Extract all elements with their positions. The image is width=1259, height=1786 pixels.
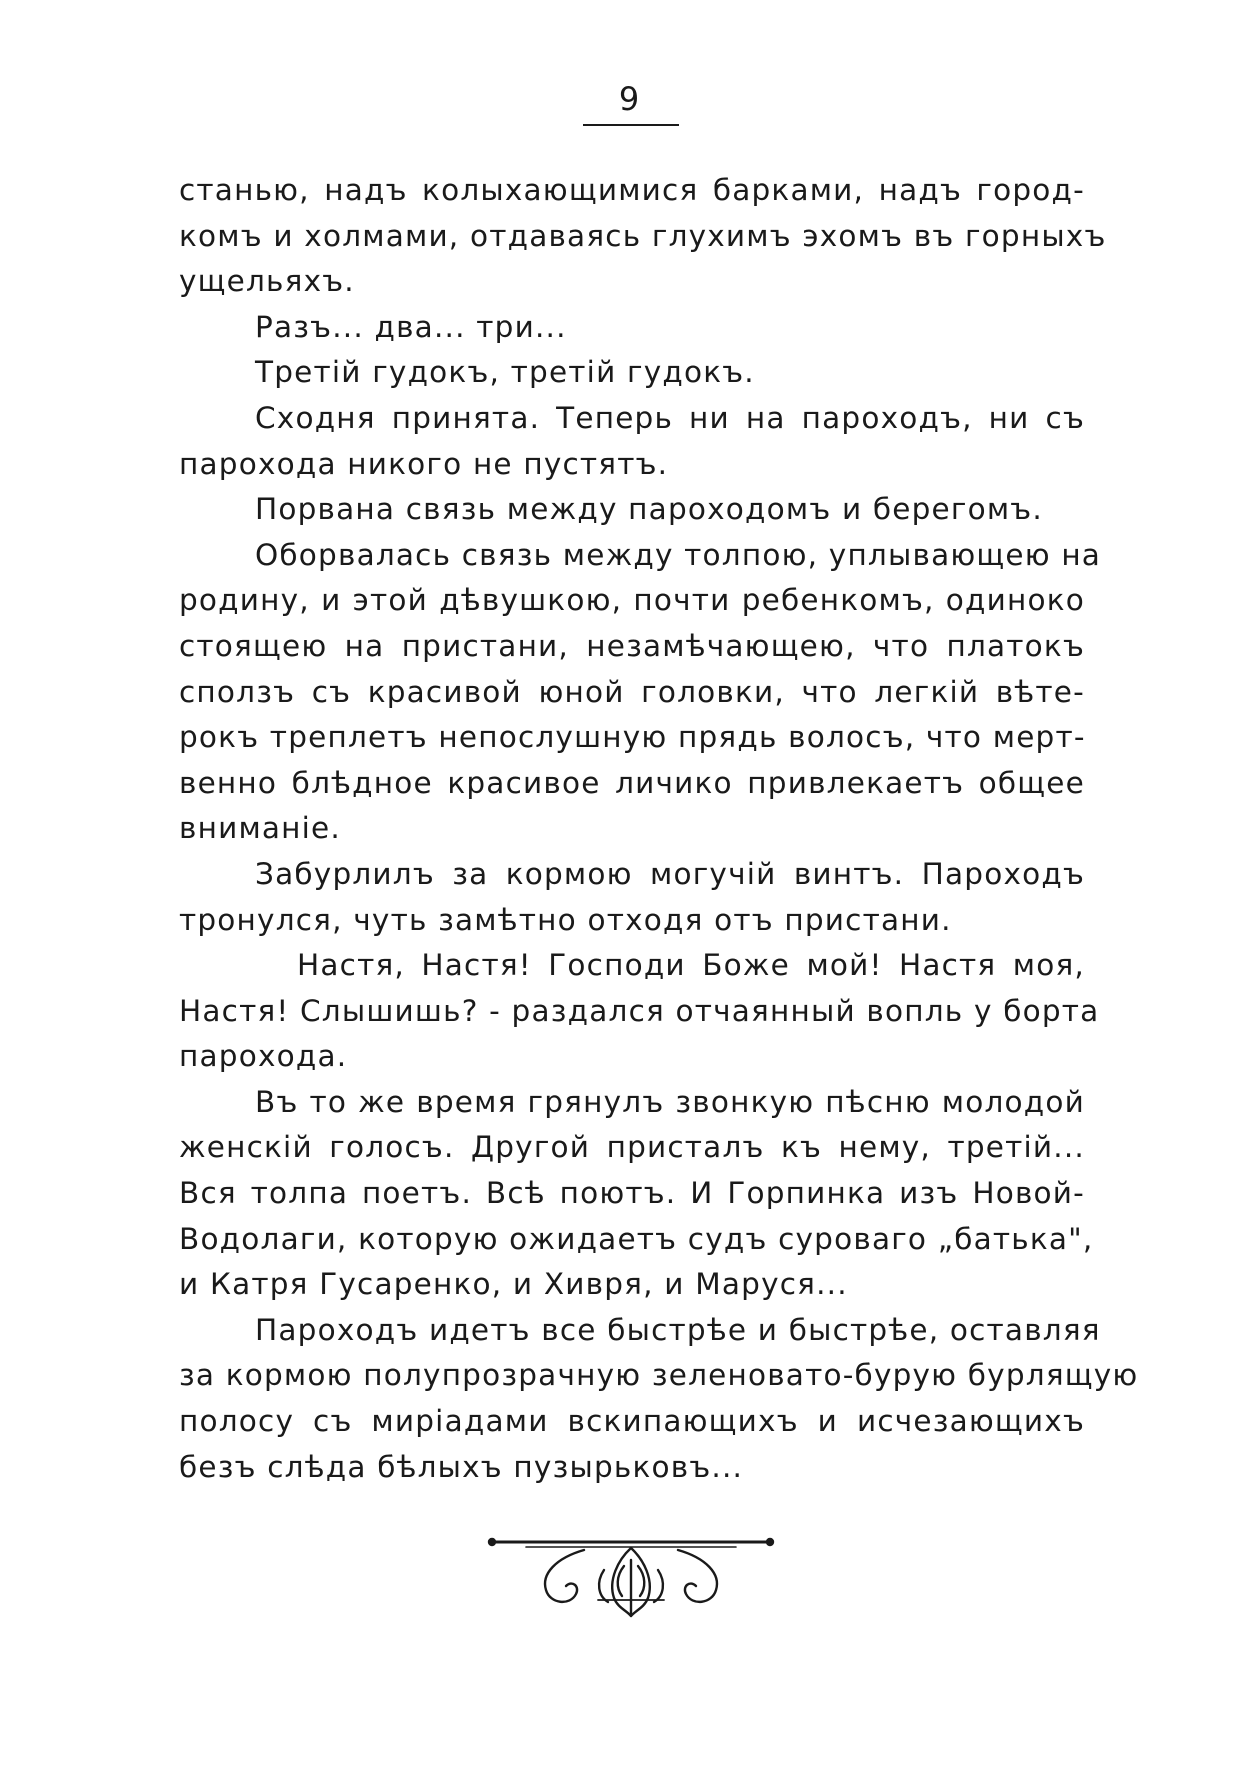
text-line: Настя! Слышишь? - раздался отчаянный вопль у борта xyxy=(179,993,1100,1028)
text-line: Пароходъ идетъ все быстрѣе и быстрѣе, оставляя xyxy=(255,1312,1101,1347)
text-line: Третій гудокъ, третій гудокъ. xyxy=(255,355,755,390)
text-line: венно блѣдное красивое личико привлекаетъ общее xyxy=(179,765,1085,800)
text-line: родину, и этой дѣвушкою, почти ребенкомъ, одиноко xyxy=(179,583,1085,618)
text-line: женскій голосъ. Другой присталъ къ нему, третій... xyxy=(179,1130,1085,1165)
text-line: полосу съ миріадами вскипающихъ и исчезающихъ xyxy=(179,1404,1085,1439)
text-line: сползъ съ красивой юной головки, что легкій вѣте- xyxy=(179,674,1085,709)
text-line: парохода никого не пустятъ. xyxy=(179,446,669,481)
text-line: станью, надъ колыхающимися барками, надъ город- xyxy=(179,173,1085,207)
text-line: Оборвалась связь между толпою, уплывающею на xyxy=(255,537,1102,572)
floral-tailpiece-icon xyxy=(486,1530,776,1620)
text-line: тронулся, чуть замѣтно отходя отъ пристани. xyxy=(179,902,952,937)
text-line: Настя, Настя! Господи Боже мой! Настя моя, xyxy=(297,948,1085,983)
page-number: 9 xyxy=(618,80,641,118)
text-line: Порвана связь между пароходомъ и берегомъ. xyxy=(255,492,1043,527)
page-number-rule xyxy=(583,124,679,126)
text-line: стоящею на пристани, незамѣчающею, что платокъ xyxy=(179,628,1085,663)
text-line: и Катря Гусаренко, и Хивря, и Маруся... xyxy=(179,1267,848,1302)
text-line: парохода. xyxy=(179,1039,348,1074)
text-line: Разъ... два... три... xyxy=(255,309,567,344)
text-line: Забурлилъ за кормою могучій винтъ. Пароходъ xyxy=(255,856,1085,891)
text-line: Водолаги, которую ожидаетъ судъ суроваго „батька", xyxy=(179,1221,1094,1256)
text-line: за кормою полупрозрачную зеленовато-бурую бурлящую xyxy=(179,1358,1139,1393)
text-line: рокъ треплетъ непослушную прядь волосъ, что мерт- xyxy=(179,720,1086,755)
text-line: Въ то же время грянулъ звонкую пѣсню молодой xyxy=(255,1084,1085,1119)
text-line: ущельяхъ. xyxy=(179,264,355,299)
body-text xyxy=(179,168,1139,1490)
text-line: комъ и холмами, отдаваясь глухимъ эхомъ въ горныхъ xyxy=(179,218,1107,253)
text-line: безъ слѣда бѣлыхъ пузырьковъ... xyxy=(179,1449,744,1484)
text-line: Сходня принята. Теперь ни на пароходъ, ни съ xyxy=(255,400,1085,435)
text-line: вниманіе. xyxy=(179,811,341,846)
text-line: Вся толпа поетъ. Всѣ поютъ. И Горпинка изъ Новой- xyxy=(179,1176,1085,1211)
